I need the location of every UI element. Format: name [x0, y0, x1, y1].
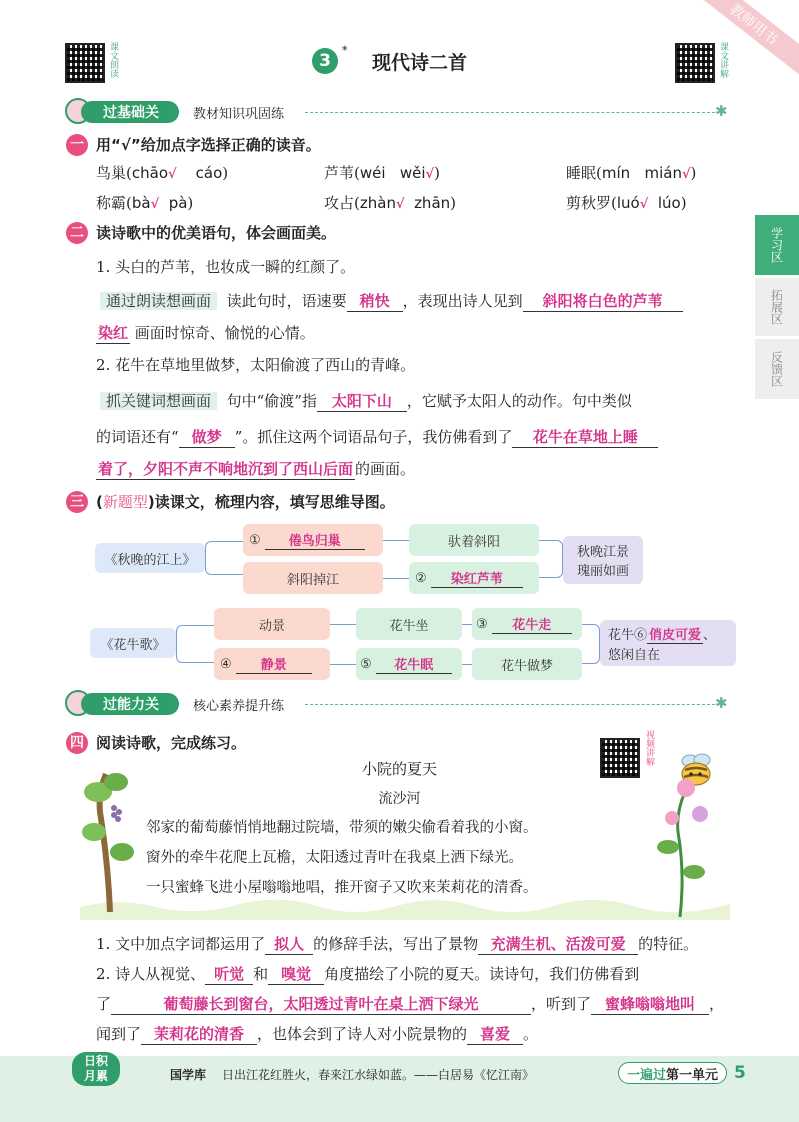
side-tab-study-label: 学习区 — [769, 227, 784, 263]
mindmap-node-4-num: ② — [415, 570, 427, 586]
q4-answer-2[interactable]: 充满生机、活泼可爱 — [478, 933, 638, 955]
q3-answer-2[interactable]: 染红芦苇 — [431, 568, 523, 588]
q1-item-3: 睡眠(mín mián√) — [566, 164, 697, 182]
q2-tip-2: 抓关键词想画面 — [100, 392, 217, 410]
qr-video-caption: 视频讲解 — [644, 730, 654, 766]
mindmap-poem-1-text: 《秋晚的江上》 — [104, 552, 196, 568]
q3-answer-3[interactable]: 花牛走 — [492, 614, 572, 634]
tick-mark-icon: √ — [395, 197, 405, 212]
mindmap-node-4 — [409, 562, 539, 594]
connector — [462, 664, 472, 665]
mindmap-node-3-text: 驮着斜阳 — [447, 534, 500, 550]
lesson-star: * — [342, 44, 348, 57]
poem-line-2: 窗外的牵牛花爬上瓦檐，太阳透过青叶在我桌上洒下绿光。 — [146, 850, 523, 866]
mindmap-poem-2 — [90, 628, 176, 658]
footer-label: 国学库 — [170, 1068, 207, 1082]
side-tab-extend[interactable] — [755, 278, 799, 336]
q4-answer-5[interactable]: 葡萄藤长到窗台，太阳透过青叶在桌上洒下绿光 — [111, 993, 531, 1015]
q4-answer-3[interactable]: 听觉 — [205, 963, 253, 985]
qr-left-caption: 课文朗读 — [108, 42, 118, 78]
tick-mark-icon: √ — [639, 197, 649, 212]
mindmap-poem-2-text: 《花牛歌》 — [100, 637, 166, 653]
mindmap-node-7 — [356, 608, 462, 640]
section2-divider — [305, 704, 725, 705]
q1-item-5-opt2[interactable]: zhān — [414, 194, 451, 212]
lesson-number-text: 3 — [319, 51, 331, 71]
mindmap-node-1-num: ① — [249, 532, 261, 548]
footer-badge-line2: 月累 — [83, 1069, 108, 1083]
mindmap-result-2b: 、 — [703, 627, 717, 643]
q2-p1a: 读此句时，语速要 — [226, 292, 347, 310]
q1-item-6: 剪秋罗(luó√ lúo) — [566, 194, 687, 212]
q4-answer-7[interactable]: 茉莉花的清香 — [141, 1023, 257, 1045]
connector — [205, 541, 243, 575]
q1-item-3-opt1[interactable]: mín — [601, 164, 631, 182]
q1-item-5: 攻占(zhàn√ zhān) — [324, 194, 457, 212]
connector — [462, 624, 472, 625]
q4-q2g: 闻到了 — [96, 1025, 142, 1043]
mindmap-node-2 — [243, 562, 383, 594]
q1-item-2-word: 芦苇 — [324, 164, 355, 182]
q4-q2a: 2. 诗人从视觉、 — [96, 965, 206, 983]
q1-item-1-word: 鸟巢 — [96, 164, 127, 182]
mindmap-node-8 — [356, 648, 462, 680]
q2-number: 二 — [66, 222, 88, 244]
mindmap-node-7-text: 花牛坐 — [389, 618, 429, 634]
q4-q1c: 的特征。 — [638, 935, 699, 953]
q2-answer-3[interactable]: 太阳下山 — [317, 390, 407, 412]
q4-q1a: 1. 文中加点字词都运用了 — [96, 935, 266, 953]
connector — [582, 624, 600, 664]
mindmap-result-2 — [600, 620, 736, 666]
poem-line-3: 一只蜜蜂飞进小屋嗡嗡地唱，推开窗子又吹来茉莉花的清香。 — [146, 880, 538, 896]
q3-answer-4[interactable]: 静景 — [236, 654, 312, 674]
mindmap-node-9-num: ③ — [476, 616, 488, 632]
q4-question-2-line-3 — [96, 1023, 538, 1045]
q2-answer-2b[interactable]: 染红 — [98, 324, 129, 342]
mindmap-result-2a: 花牛⑥ — [608, 627, 648, 643]
section1-star-icon: ✱ — [715, 102, 728, 120]
q1-item-6-word: 剪秋罗 — [566, 194, 612, 212]
q4-q2d: 了 — [96, 995, 112, 1013]
footer-unit-brand: 一遍过 — [627, 1068, 667, 1083]
page-title: 现代诗二首 — [372, 52, 468, 74]
tick-mark-icon: √ — [681, 167, 691, 182]
q1-item-1-opt2[interactable]: cáo — [195, 164, 223, 182]
section2-header — [65, 692, 735, 716]
connector — [330, 624, 356, 625]
mindmap-result-1 — [563, 536, 643, 584]
q4-title: 阅读诗歌，完成练习。 — [96, 734, 247, 752]
q4-q2c: 角度描绘了小院的夏天。读诗句，我们仿佛看到 — [324, 965, 640, 983]
qr-right-caption: 课文讲解 — [718, 42, 728, 78]
teacher-stamp-text: 教师用书 — [726, 1, 781, 49]
mindmap-node-10 — [472, 648, 582, 680]
mindmap-node-3 — [409, 524, 539, 556]
q4-question-2-line-2 — [96, 993, 724, 1015]
q2-para-2-line-2 — [96, 426, 658, 448]
poem-title: 小院的夏天 — [361, 760, 437, 778]
q2-p2d: ”。抓住这两个词语品句子，我仿佛看到了 — [234, 428, 513, 446]
side-tab-feedback-label: 反馈区 — [769, 351, 784, 387]
mindmap-node-1 — [243, 524, 383, 556]
q4-number: 四 — [66, 732, 88, 754]
poem-line-1: 邻家的葡萄藤悄悄地翻过院墙，带须的嫩尖偷看着我的小窗。 — [146, 820, 538, 836]
mindmap-node-2-text: 斜阳掉江 — [286, 572, 339, 588]
mindmap-node-5 — [214, 608, 330, 640]
section1-subtitle: 教材知识巩固练 — [193, 107, 285, 122]
tick-mark-icon: √ — [168, 167, 177, 182]
q2-para-2-line-3 — [96, 458, 415, 480]
qr-code-right[interactable] — [675, 43, 715, 83]
q1-item-5-opt1[interactable]: zhàn — [359, 194, 396, 212]
q2-answer-2a[interactable]: 斜阳将白色的芦苇 — [523, 290, 683, 312]
q1-item-2-opt2[interactable]: wěi — [399, 164, 426, 182]
q4-q2i: 。 — [523, 1025, 539, 1043]
footer-badge-line1: 日积 — [83, 1054, 108, 1068]
q1-item-3-opt2[interactable]: mián — [644, 164, 682, 182]
q2-p1c: 画面时惊奇、愉悦的心情。 — [134, 324, 315, 342]
q2-p2a: 句中“偷渡”指 — [226, 392, 317, 410]
q4-answer-6[interactable]: 蜜蜂嗡嗡地叫 — [591, 993, 709, 1015]
q2-answer-4[interactable]: 做梦 — [179, 426, 235, 448]
q3-tag: 新题型 — [102, 493, 148, 511]
mindmap-result-1a: 秋晚江景 — [576, 545, 629, 560]
q1-item-4-opt2[interactable]: pà — [168, 194, 188, 212]
q2-answer-5b[interactable]: 着了，夕阳不声不响地沉到了西山后面 — [98, 460, 354, 478]
mindmap-node-10-text: 花牛做梦 — [500, 658, 553, 674]
q3-title: 读课文，梳理内容，填写思维导图。 — [154, 493, 395, 511]
q3-answer-1[interactable]: 倦鸟归巢 — [265, 530, 365, 550]
mindmap-result-1b: 瑰丽如画 — [576, 564, 629, 579]
q2-tip-1: 通过朗读想画面 — [100, 292, 217, 310]
q2-answer-5a[interactable]: 花牛在草地上睡 — [512, 426, 658, 448]
q1-item-4: 称霸(bà√ pà) — [96, 194, 194, 212]
tick-mark-icon: √ — [425, 167, 435, 182]
q2-sentence-1: 1. 头白的芦苇，也妆成一瞬的红颜了。 — [96, 258, 356, 276]
mindmap-result-2-line2: 悠闲自在 — [608, 647, 661, 663]
q4-question-2-line-1 — [96, 963, 639, 985]
q4-q2h: ，也体会到了诗人对小院景物的 — [257, 1025, 468, 1043]
q4-answer-1[interactable]: 拟人 — [265, 933, 313, 955]
q4-q2f: ， — [709, 995, 725, 1013]
q1-item-2: 芦苇(wéi wěi√) — [324, 164, 440, 182]
q1-item-1-opt1[interactable]: chāo — [131, 164, 168, 182]
q4-q2b: 和 — [253, 965, 269, 983]
mindmap-poem-1 — [95, 543, 205, 573]
mindmap-node-5-text: 动景 — [258, 618, 285, 634]
q2-para-2-line-1 — [100, 390, 632, 412]
mindmap-node-8-num: ⑤ — [360, 656, 372, 672]
side-tab-study[interactable] — [755, 215, 799, 275]
q3-answer-6[interactable]: 俏皮可爱 — [647, 624, 703, 644]
q2-p2b: ，它赋予太阳人的动作。句中类似 — [406, 392, 632, 410]
q1-number: 一 — [66, 134, 88, 156]
qr-code-left[interactable] — [65, 43, 105, 83]
poem-author: 流沙河 — [378, 791, 421, 807]
footer-unit — [618, 1062, 727, 1084]
q4-answer-4[interactable]: 嗅觉 — [268, 963, 324, 985]
section2-subtitle: 核心素养提升练 — [193, 699, 285, 714]
q1-item-4-opt1[interactable]: bà — [131, 194, 151, 212]
q2-title: 读诗歌中的优美语句，体会画面美。 — [96, 224, 337, 242]
page-number: 5 — [734, 1063, 746, 1083]
q4-question-1 — [96, 933, 698, 955]
mindmap-result-2-line1 — [608, 624, 716, 644]
connector — [176, 625, 214, 663]
q1-title: 用“√”给加点字选择正确的读音。 — [96, 136, 321, 154]
q2-para-1-line-2 — [96, 322, 315, 344]
mindmap-node-6 — [214, 648, 330, 680]
section1-header — [65, 100, 735, 124]
connector — [383, 540, 409, 541]
q3-answer-5[interactable]: 花牛眠 — [376, 654, 452, 674]
connector — [330, 664, 356, 665]
section1-badge: 过基础关 — [81, 101, 179, 123]
q2-p1b: ，表现出诗人见到 — [402, 292, 523, 310]
connector — [539, 540, 563, 578]
tick-mark-icon: √ — [150, 197, 160, 212]
connector — [383, 578, 409, 579]
q1-item-4-word: 称霸 — [96, 194, 127, 212]
q4-q2e: ，听到了 — [531, 995, 592, 1013]
mindmap-node-9 — [472, 608, 582, 640]
lesson-number — [312, 48, 338, 74]
mindmap-node-6-num: ④ — [220, 656, 232, 672]
footer-unit-text: 第一单元 — [666, 1068, 719, 1083]
q2-sentence-2: 2. 花牛在草地里做梦，太阳偷渡了西山的青峰。 — [96, 356, 416, 374]
q2-answer-1[interactable]: 稍快 — [347, 290, 403, 312]
q1-item-1: 鸟巢(chāo√ cáo) — [96, 164, 229, 182]
q1-item-5-word: 攻占 — [324, 194, 355, 212]
q4-q1b: 的修辞手法，写出了景物 — [313, 935, 479, 953]
q3-title-line: (新题型)读课文，梳理内容，填写思维导图。 — [96, 493, 395, 511]
q3-number: 三 — [66, 491, 88, 513]
q1-item-2-opt1[interactable]: wéi — [359, 164, 386, 182]
footer-quote: 日出江花红胜火，春来江水绿如蓝。——白居易《忆江南》 — [222, 1068, 535, 1082]
section2-star-icon: ✱ — [715, 694, 728, 712]
footer-badge — [72, 1052, 120, 1086]
side-tab-feedback[interactable] — [755, 339, 799, 399]
side-tab-extend-label: 拓展区 — [769, 289, 784, 325]
q2-p2c: 的词语还有“ — [96, 428, 179, 446]
q1-item-3-word: 睡眠 — [566, 164, 597, 182]
section2-badge: 过能力关 — [81, 693, 179, 715]
q1-item-6-opt1[interactable]: luó — [616, 194, 640, 212]
q1-item-6-opt2[interactable]: lúo — [657, 194, 681, 212]
q4-answer-8[interactable]: 喜爱 — [467, 1023, 523, 1045]
section1-divider — [305, 112, 725, 113]
q2-para-1-line-1 — [100, 290, 683, 312]
q2-p2e: 的画面。 — [355, 460, 416, 478]
